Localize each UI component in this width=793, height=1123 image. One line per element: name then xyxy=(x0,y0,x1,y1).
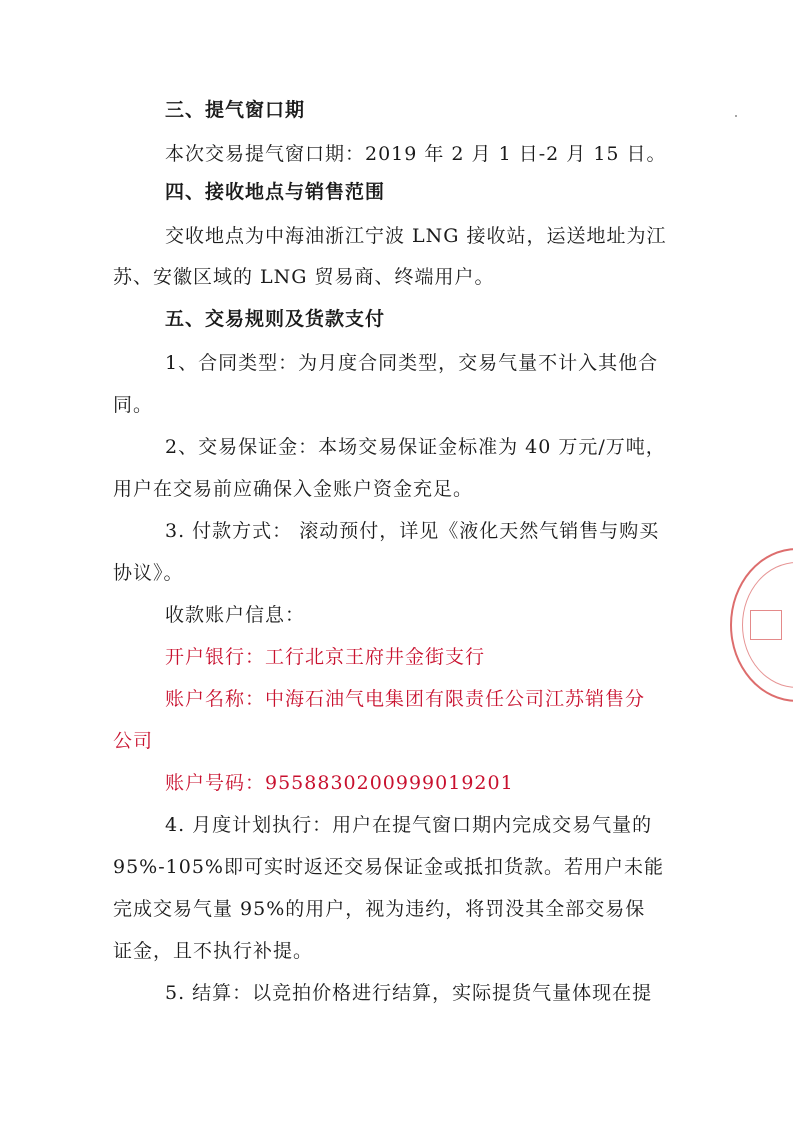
account-number-line: 账户号码：9558830200999019201 xyxy=(165,772,514,794)
section4-line2: 苏、安徽区域的 LNG 贸易商、终端用户。 xyxy=(113,266,495,288)
item2-line1: 2、交易保证金：本场交易保证金标准为 40 万元/万吨， xyxy=(165,436,666,458)
account-name-line2: 公司 xyxy=(113,730,154,752)
item4-line4: 证金，且不执行补提。 xyxy=(113,940,314,962)
item3-line2: 协议》。 xyxy=(113,562,184,584)
item3-line1: 3. 付款方式： 滚动预付，详见《液化天然气销售与购买 xyxy=(165,520,660,542)
item1-line2: 同。 xyxy=(113,394,154,416)
section3-heading: 三、提气窗口期 xyxy=(165,99,306,121)
bank-line: 开户银行：工行北京王府井金街支行 xyxy=(165,646,486,668)
seal-mark xyxy=(750,610,782,640)
section5-heading: 五、交易规则及货款支付 xyxy=(165,308,386,330)
account-intro: 收款账户信息： xyxy=(165,604,306,626)
section4-heading: 四、接收地点与销售范围 xyxy=(165,181,386,203)
item4-line1: 4. 月度计划执行：用户在提气窗口期内完成交易气量的 xyxy=(165,814,653,836)
company-seal-stamp xyxy=(730,548,793,702)
account-name-line1: 账户名称：中海石油气电集团有限责任公司江苏销售分 xyxy=(165,688,646,710)
item2-line2: 用户在交易前应确保入金账户资金充足。 xyxy=(113,478,474,500)
scan-speck xyxy=(735,115,737,117)
item4-line2: 95%-105%即可实时返还交易保证金或抵扣货款。若用户未能 xyxy=(113,856,664,878)
item1-line1: 1、合同类型：为月度合同类型，交易气量不计入其他合 xyxy=(165,352,659,374)
section4-line1: 交收地点为中海油浙江宁波 LNG 接收站，运送地址为江 xyxy=(165,225,667,247)
item5-line1: 5. 结算：以竞拍价格进行结算，实际提货气量体现在提 xyxy=(165,982,653,1004)
section3-line1: 本次交易提气窗口期：2019 年 2 月 1 日-2 月 15 日。 xyxy=(165,143,667,165)
item4-line3: 完成交易气量 95%的用户，视为违约，将罚没其全部交易保 xyxy=(113,898,646,920)
